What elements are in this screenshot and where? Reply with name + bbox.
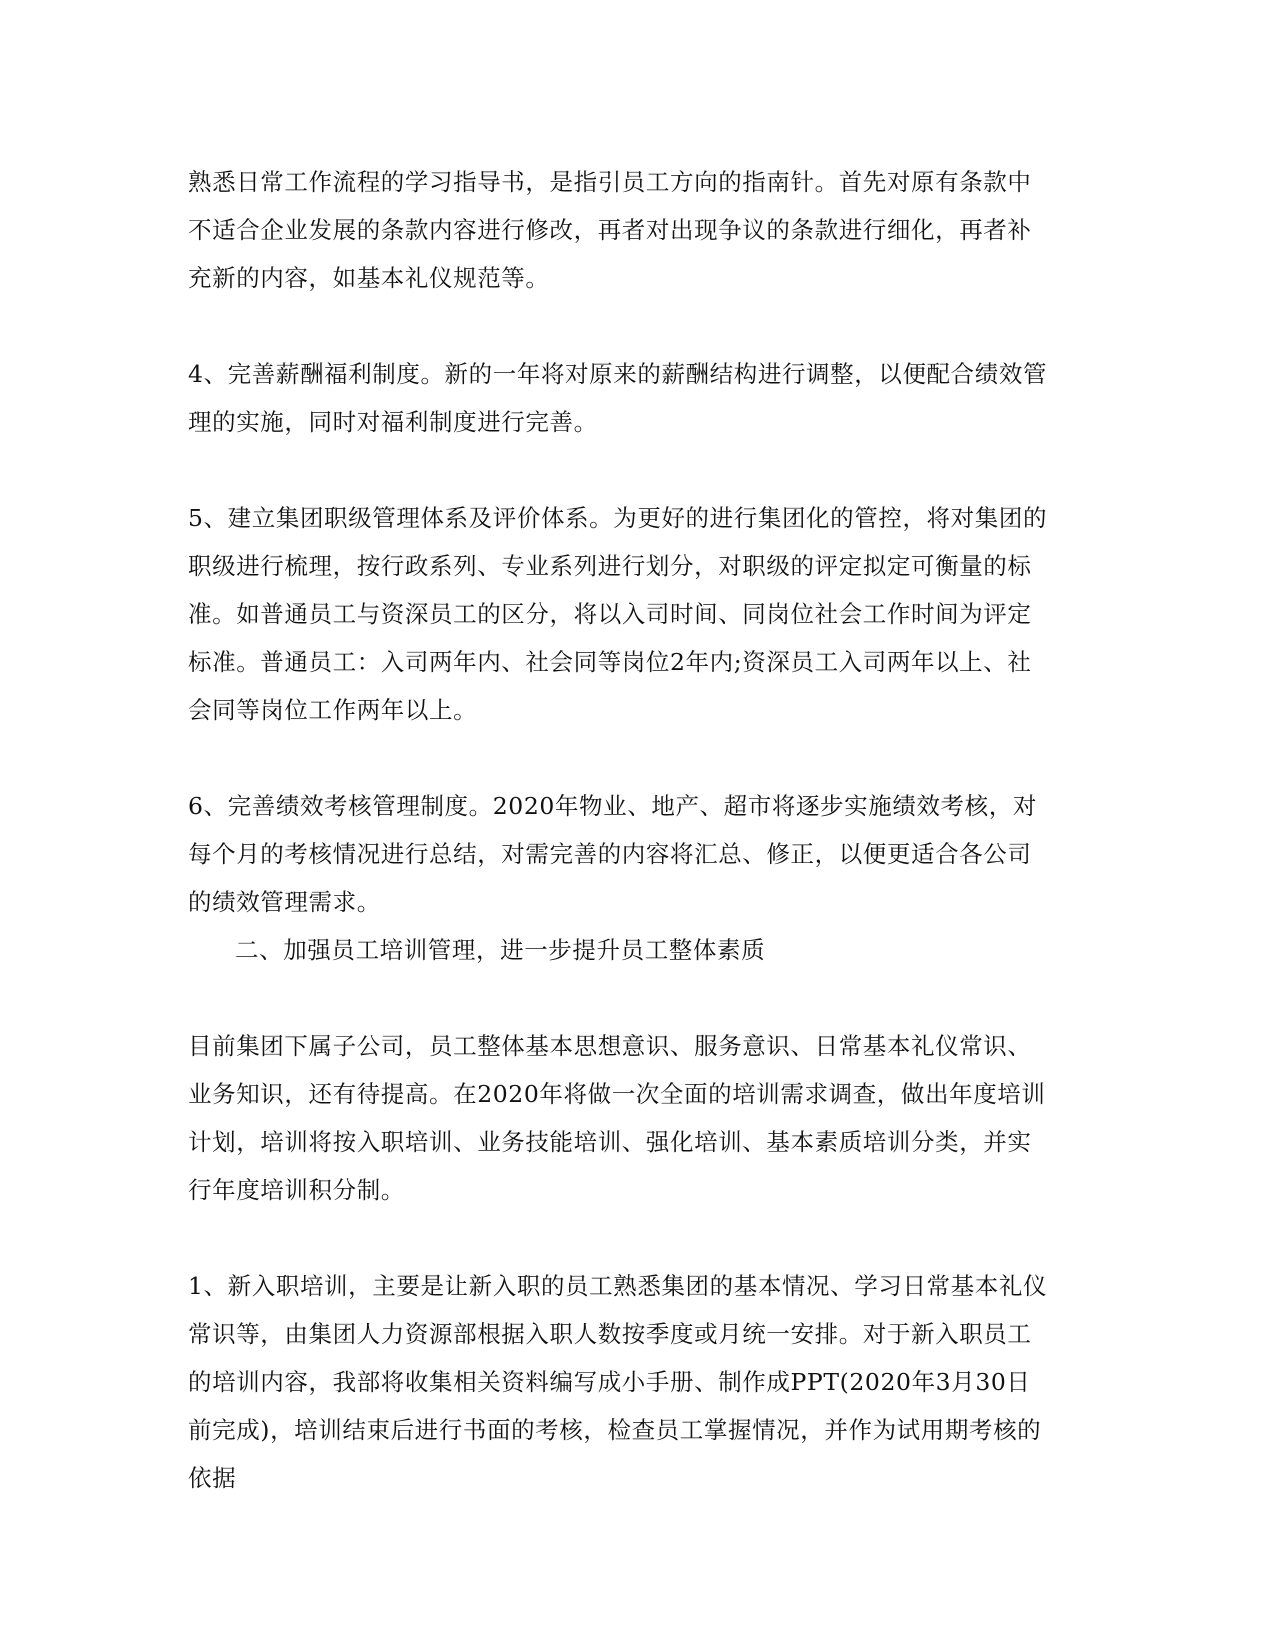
- paragraph-item-5: 5、建立集团职级管理体系及评价体系。为更好的进行集团化的管控，将对集团的职级进行梳理，按行政系列、专业系列进行划分，对职级的评定拟定可衡量的标准。如普通员工与资深员工的区分，将以入司时间、同岗位社会工作时间为评定标准。普通员工：入司两年内、社会同等岗位2年内;资深员工入司两年以上、社会同等岗位工作两年以上。: [188, 504, 1048, 724]
- section-heading-2: 二、加强员工培训管理，进一步提升员工整体素质: [235, 936, 766, 964]
- paragraph-spacer: [188, 974, 1048, 1022]
- paragraph-spacer: [188, 1214, 1048, 1262]
- paragraph-training-overview: 目前集团下属子公司，员工整体基本思想意识、服务意识、日常基本礼仪常识、业务知识，还有待提高。在2020年将做一次全面的培训需求调查，做出年度培训计划，培训将按入职培训、业务技能培训、强化培训、基本素质培训分类，并实行年度培训积分制。: [188, 1032, 1046, 1204]
- paragraph-spacer: [188, 734, 1048, 782]
- paragraph-handbook: 熟悉日常工作流程的学习指导书，是指引员工方向的指南针。首先对原有条款中不适合企业发展的条款内容进行修改，再者对出现争议的条款进行细化，再者补充新的内容，如基本礼仪规范等。: [188, 168, 1032, 292]
- paragraph-training-item-1: 1、新入职培训，主要是让新入职的员工熟悉集团的基本情况、学习日常基本礼仪常识等，由集团人力资源部根据入职人数按季度或月统一安排。对于新入职员工的培训内容，我部将收集相关资料编写成小手册、制作成PPT(2020年3月30日前完成)，培训结束后进行书面的考核，检查员工掌握情况，并作为试用期考核的依据: [188, 1272, 1048, 1492]
- paragraph-spacer: [188, 302, 1048, 350]
- paragraph-item-6: 6、完善绩效考核管理制度。2020年物业、地产、超市将逐步实施绩效考核，对每个月的考核情况进行总结，对需完善的内容将汇总、修正，以便更适合各公司的绩效管理需求。: [188, 792, 1037, 916]
- document-body: [188, 158, 1048, 1502]
- paragraph-spacer: [188, 446, 1048, 494]
- paragraph-item-4: 4、完善薪酬福利制度。新的一年将对原来的薪酬结构进行调整，以便配合绩效管理的实施，同时对福利制度进行完善。: [188, 360, 1048, 436]
